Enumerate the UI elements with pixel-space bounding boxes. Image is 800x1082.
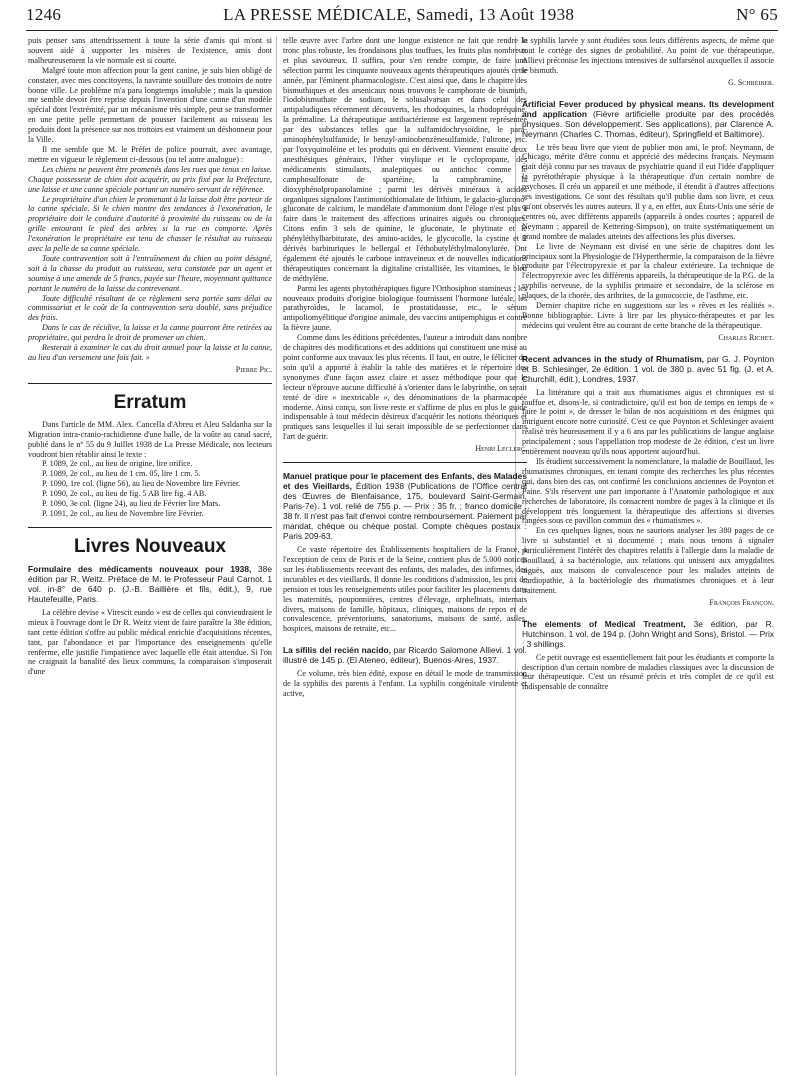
regulation-article: Les chiens ne peuvent être promenés dans les rues que tenus en laisse. Chaque possesseur de chien doit acquérir, au prix fixé par la Préfecture, une laisse et une canne spéciale portant un numéro servant de référence. [28,164,272,194]
paragraph: Il me semble que M. le Préfet de police pourrait, avec avantage, mettre en vigueur le règlement ci-dessous (ou tel autre analogue) : [28,144,272,164]
section-rule [28,527,272,528]
column-2 [283,36,527,1076]
section-rule [283,462,527,463]
author-signature: Henri Leclerc. [475,444,527,454]
regulation-article: Toute contravention soit à l'entraînement du chien au point désigné, soit à la chasse du produit au ruisseau, sera constatée par un agent et soumise à une amende de 5 francs, payée sur l'heure, moyennant quittance portant le numéro de la laisse du contrevenant. [28,253,272,293]
book-title [283,471,527,541]
page-number: 1246 [26,5,62,24]
book-title-bold: Manuel pratique pour le placement des Enfants, des Malades et des Vieillards, [283,471,527,492]
erratum-item: P. 1090, 1re col. (ligne 56), au lieu de Novembre lire Février. [42,479,241,489]
review-paragraph: Le très beau livre que vient de publier mon ami, le prof. Neymann, de Chicago, mérite d'être connu et apprécié des médecins français. Neymann était déjà connu par ses travaux de psychiatrie quand il eut l'idée d'appliquer la pyrétothérapie physique à la thérapeutique d'un certain nombre de psychoses. Il créa un appareil et une méthode, il étendit à d'autres affections ses investigations. Ce sont des résultats qu'il publie dans son livre, et ceux qu'ont observés les autres auteurs. Il y a, en effet, aux États-Unis une série de centres où, avec différents appareils (appareils à ondes courtes ; appareil de Neymann ; appareil de Kettering-Simpson), on traite systématiquement un grand nombre de malades atteints des affections les plus diverses. [522,142,774,241]
regulation-article: Dans le cas de récidive, la laisse et la canne pourront être retirées au propriétaire, qui perdra le droit de promener un chien. [28,323,272,343]
erratum-heading: Erratum [113,391,187,413]
book-reference: par G. J. Poynton et B. Schlesinger, 2e édition. 1 vol. de 380 p. avec 51 fig. (J. et A. Churchill, édit.), Londres, 1937. [522,353,774,384]
book-title [28,564,272,604]
erratum-item: P. 1090, 2e col., au lieu de fig. 5 AB lire fig. 4 AB. [42,489,207,499]
review-paragraph: Parmi les agents phytothérapiques figure l'Orthosiphon stamineus ; les nouveaux produits d'origine biologique fournissent l'hormone lutéale, les parathyroïdes, le lacarnol, le prostatidausse, etc., le sérum antipoliomyélitique d'origine animale, des vaccins antipemphigus et contre la fièvre jaune. [283,283,527,333]
review-paragraph: Le livre de Neymann est divisé en une série de chapitres dont les principaux sont la Physiologie de l'Hyperthermie, la comparaison de la fièvre produite par l'électropyrexie et par la chaleur extérieure. La technique de l'électropyrexie avec les différents appareils, la thérapeutique de la P.G. de la syphilis nerveuse, de la syphilis primaire et secondaire, de la sclérose en plaques, de la chorée, des arthrites, de la gonococcie, de l'asthme, etc. [522,241,774,301]
journal-title: LA PRESSE MÉDICALE, Samedi, 13 Août 1938 [223,5,575,24]
book-reference: Édition 1938 (Publications de l'Office central des Œuvres de Bienfaisance, 175, boulevard Saint-Germain, Paris-7e). 1 vol. relié de 755 p. — Prix : 35 fr. ; franco domicile : 38 fr. Il n'est pas fait d'envoi contre remboursement. Paiement par mandat, chèque ou chèque postal. Compte chèques postaux : Paris 209-63. [283,481,527,542]
book-reference: (Fièvre artificielle produite par des procédés physiques. Son développement. Ses applications), par Clarence A. Neymann (Charles C. Thomas, éditeur), Springfield et Baltimore). [522,108,774,139]
header-rule [26,30,778,31]
review-paragraph: En ces quelques lignes, nous ne saurions analyser les 380 pages de ce livre si substantiel et si documenté ; mais nous tenons à signaler particulièrement l'intérêt des chapitres relatifs à l'allergie dans la maladie de Bouillaud, à sa bactériologie, aux relations qui unissent aux amygdalites aiguës, aux maisons de convalescence pour les malades atteints de cardiopathie, à la bactériologie des rhumatismes chroniques et à leur traitement. [522,526,774,595]
review-paragraph: La célèbre devise « Virescit eundo » est de celles qui conviendraient le mieux à l'ouvrage dont le Dr R. Weitz vient de faire paraître la 38e édition, tant cette édition s'offre au public médical enrichie d'acquisitions récentes, tant, par l'abondance et par l'importance des enseignements qu'elle renferme, elle justifie l'impatience avec laquelle elle était attendue. Si l'on ne craignait la banalité des lieux communs, la comparaison s'imposerait d'une [28,607,272,677]
erratum-item: P. 1089, 2e col., au lieu de origine, lire orifice. [42,459,193,469]
page-header [26,5,778,33]
erratum-item: P. 1090, 3e col. (ligne 24), au lieu de Février lire Mars. [42,499,221,509]
book-title-bold: Formulaire des médicaments nouveaux pour 1938, [28,563,252,574]
review-paragraph: Dernier chapitre riche en suggestions sur les « rêves et les réalités ». Bonne bibliographie. Livre à lire par les physico-thérapeutes et par les médecins qui veulent être au courant de cette branche de la thérapeutique. [522,301,774,330]
column-3 [522,36,774,1076]
book-reference: par Ricardo Salomone Allievi. 1 vol. illustré de 145 p. (El Ateneo, éditeur), Buenos-Aires, 1937. [283,645,527,666]
regulation-article: Resterait à examiner le cas du droit annuel pour la laisse et la canne, au lieu d'un versement une fois fait. » [28,343,272,362]
review-paragraph: Ils étudient successivement la nomenclature, la maladie de Bouillaud, les rhumatismes chroniques, en tenant compte des recherches les plus récentes qui, dans bien des cas, ont confirmé les conclusions anciennes de Poynton et Paine. S'ils réservent une part importante à l'Anatomie pathologique et aux recherches de laboratoire, ils consacrent nombre de pages à la clinique et ils développent très longuement la thérapeutique des affections si diverses rangées sous ce pavillon commun des « rhumatismes ». [522,457,774,526]
livres-nouveaux-heading: Livres Nouveaux [73,535,227,557]
book-title-bold: La sífilis del recién nacido, [283,645,391,656]
erratum-intro: Dans l'article de MM. Alex. Cancella d'Abreu et Aleu Saldanha sur la Migration intra-cranio-rachidienne d'une balle, de la voûte au canal sacré, publié dans le n° 55 du 9 Juillet 1938 de La Presse Médicale, nos lecteurs voudront bien rétablir ainsi le texte : [28,419,272,459]
review-paragraph: telle œuvre avec l'arbre dont une longue existence ne fait que rendre le tronc plus robuste, les frondaisons plus touffues, les fruits plus nombreux et plus savoureux. Il suffira, pour s'en rendre compte, de faire une sélection parmi les cinquante nouveaux agents thérapeutiques ajoutés cette année, par l'éminent pharmacologiste. C'est ainsi que, dans le chapitre des bismuthiques et des arsenicaux nous trouvons le camphorate de bismuth, l'iodobismuthate de sodium, le solusalvarsan et dans celui des antipaludiques récemment découverts, les rhodoquines, la rhodopréquine, la prémaline. La thérapeutique antibactérienne est largement représentée par des substances telles que la sulfamidochrysoïdine, le para-aminophénylsulfamide, le benzyl-aminobenzènesulfamide, l'ultrone, etc. par l'oxyquinoléine et les produits qui en dérivent. Viennent ensuite deux anesthésiques généraux, l'éther vinylique et le cyclopropane, des médicaments stimulants, analeptiques ou antichoc comme le camphosulfonate de spartéine, la camphramine, la dioxyphénolpropanolamine ; parmi les dérivés minéraux à acides organiques signalons l'antimoniothiomalate de lithium, le galacto-glucono-gluconate de calcium, le mandélate d'ammonium dont l'éloge n'est plus à faire dans le traitement des affections urinaires aiguës ou chroniques. Citons enfin 3 sels de quinine, le gluconate, le phytinate et le phényléthylbarbiturate, des amino-acides, le glycocolle, la cystine et 2 dérivés barbituriques le bellergal et l'éthobutyléthylmalonylurée. Ont également été ajoutés le carbone intraveineux et de nouvelles indications thérapeutiques concernant la digitaline cristallisée, les vitamines, le bleu de méthylène. [283,36,527,283]
column-divider [276,36,277,1076]
book-reference: 3e édition, par R. Hutchinson. 1 vol. de 194 p. (John Wright and Sons), Bristol. — Prix : 3 shillings. [522,618,774,649]
author-signature: Charles Richet. [718,332,774,342]
issue-number: N° 65 [736,5,778,24]
book-title [522,99,774,139]
erratum-item: P. 1089, 2e col., au lieu de 1 cm. 05, lire 1 cm. 5. [42,469,201,479]
book-title [283,645,527,665]
review-paragraph: Ce vaste répertoire des Établissements hospitaliers de la France, à l'exception de ceux de Paris et de la Seine, contient plus de 5.000 notices sur les établissements recevant des enfants, des malades, des infirmes, des incurables et des vieillards. Il donne les conditions d'admission, les prix de pension et tous les renseignements utiles pour faciliter les placements dans les maternités, pouponnières, centres d'élevage, orphelinats, internats divers, maisons de famille, hôpitaux, cliniques, maisons de repos et de convalescence, préventoriums, sanatoriums, maisons de santé, asiles, hospices, maisons de retraite, etc... [283,545,527,634]
author-signature: G. Schreiber. [728,77,774,87]
review-paragraph: la syphilis larvée y sont étudiées sous leurs différents aspects, de même que tout le cortège des signes de probabilité. Au point de vue thérapeutique, Allievi préconise les injections intensives de sulfarsénol auxquelles il associe le bismuth. [522,36,774,75]
book-title [522,354,774,384]
author-signature: François Françon. [709,597,774,607]
section-rule [28,383,272,384]
review-paragraph: Comme dans les éditions précédentes, l'auteur a introduit dans nombre de chapitres des modifications et des additions qui constituent une mise au point conforme aux travaux les plus récents. Il faut, en outre, le féliciter du soin qu'il a apporté à établir la table des matières et le répertoire des synonymes d'une façon assez claire et assez méthodique pour que le lecteur n'éprouve aucune difficulté à s'orienter dans le labyrinthe, on serait tenté de dire « inextricable », des dénominations de la pharmacopée moderne. Ainsi conçu, son livre reste et s'affirme de plus en plus le guide indispensable à tout médecin désireux d'acquérir les notions théoriques et pratiques sans lesquelles il lui serait impossible de se perfectionner dans l'art de guérir. [283,333,527,442]
paragraph: Malgré toute mon affection pour la gent canine, je suis bien obligé de constater, avec mes concitoyens, la navrante souillure des trottoirs de notre bonne ville. Le problème m'a paru longtemps insoluble ; mais la question me semble devoir être reprise depuis l'invention d'une canne d'un modèle spécial dont l'extrémité, par un mécanisme très simple, peut se transformer en une petite pelle permettant de pousser facilement au ruisseau les produits dont la présence sur nos trottoirs est vraiment un déshonneur pour la Ville. [28,65,272,145]
regulation-article: Le propriétaire d'un chien le promenant à la laisse doit être porteur de la canne spéciale. Si le chien montre des tendances à l'exonération, le propriétaire doit le conduire d'autorité à proximité du ruisseau ou de la grille entourant le pied des arbres si la rue en comporte. Après l'exonération le propriétaire est tenu de chasser le résultat au ruisseau avec la pelle de sa canne spéciale. [28,194,272,254]
review-paragraph: Ce volume, très bien édité, expose en détail le mode de transmission de la syphilis des parents à l'enfant. La syphilis congénitale virulente et active, [283,669,527,699]
column-1 [28,36,272,1076]
review-paragraph: Ce petit ouvrage est essentiellement fait pour les étudiants et comporte la description d'un certain nombre de maladies classiques avec la discussion de leur thérapeutique. C'est un résumé précis et très complet de ce qu'il est indispensable de connaître [522,652,774,692]
book-title [522,619,774,649]
book-title-bold: The elements of Medical Treatment, [522,618,686,629]
book-title-bold: Recent advances in the study of Rhumatism, [522,353,704,364]
book-reference: 38e édition par R. Weitz. Préface de M. le Professeur Paul Carnot. 1 vol. in-8° de 640 p. (J.-B. Baillière et fils, édit.), 9, rue Hautefeuille, Paris. [28,563,272,604]
author-signature: Pierre Pic. [235,364,272,374]
regulation-article: Toute difficulté résultant de ce règlement sera portée sans délai au commissariat et le coût de la contravention sera doublé, sans préjudice des frais. [28,293,272,323]
paragraph: puis penser sans attendrissement à toute la série d'amis qui m'ont si souvent aidé à supporter les misères de l'existence, amis dont malheureusement la vie normale est si courte. [28,36,272,65]
book-title-bold: Artificial Fever produced by physical means. Its development and application [522,98,774,119]
erratum-item: P. 1091, 2e col., au lieu de Novembre lire Février. [42,508,204,518]
review-paragraph: La littérature qui a trait aux rhumatismes aigus et chroniques est si touffue et, disons-le, si contradictoire, qu'il est bon de temps en temps de « faire le point », de dresser le bilan de nos acquisitions et des énigmes qui intriguent encore notre curiosité. C'est ce que Poynton et Schlesinger avaient réalisé très heureusement il y a 6 ans par les publications de langue anglaise principalement ; sous l'appellation trop modeste de 2e édition, c'est un livre entièrement nouveau qu'ils nous apportent aujourd'hui. [522,387,774,457]
